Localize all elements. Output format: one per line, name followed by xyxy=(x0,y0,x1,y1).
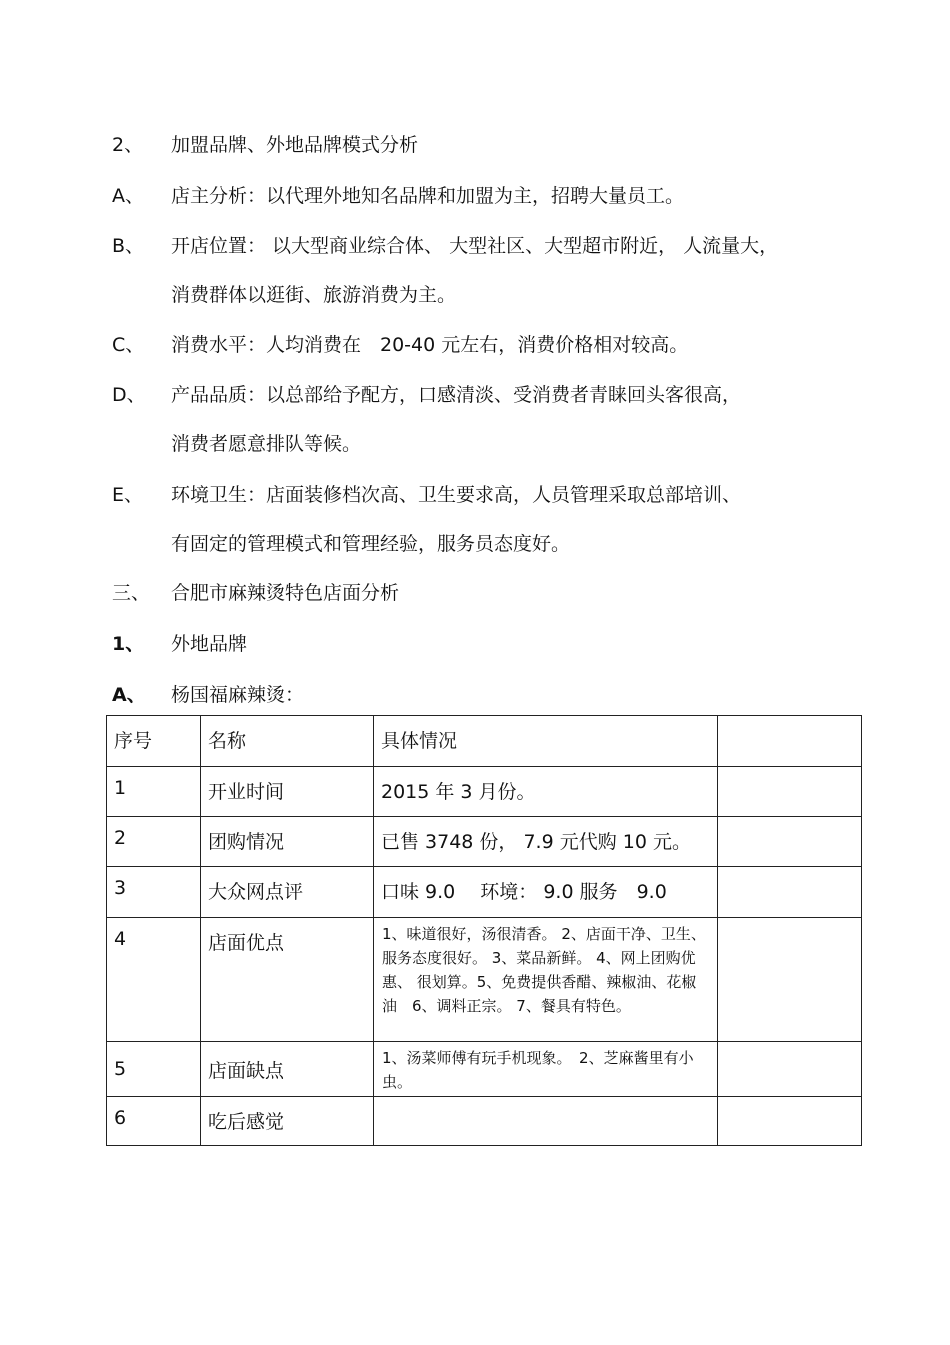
item-number: B、 xyxy=(112,235,145,257)
row-detail xyxy=(374,1097,718,1146)
table-header-row xyxy=(107,716,862,767)
row-extra xyxy=(718,1042,862,1097)
item-text: 有固定的管理模式和管理经验，服务员态度好。 xyxy=(171,533,571,555)
row-name: 店面优点 xyxy=(201,918,374,1042)
row-number: 2 xyxy=(107,817,201,867)
table-row xyxy=(107,817,862,867)
row-name: 店面缺点 xyxy=(201,1042,374,1097)
item-text: 加盟品牌、外地品牌模式分析 xyxy=(171,134,419,156)
item-number: A、 xyxy=(112,684,146,706)
row-number: 3 xyxy=(107,867,201,918)
item-text: 合肥市麻辣烫特色店面分析 xyxy=(171,582,400,604)
header-cell: 名称 xyxy=(201,716,374,767)
item-text: 杨国福麻辣烫： xyxy=(171,684,305,706)
item-text: 产品品质：以总部给予配方，口感清淡、受消费者青睐回头客很高， xyxy=(171,384,742,406)
item-number: C、 xyxy=(112,334,145,356)
table-row xyxy=(107,918,862,1042)
item-number: E、 xyxy=(112,484,144,506)
item-text: 环境卫生：店面装修档次高、卫生要求高，人员管理采取总部培训、 xyxy=(171,484,742,506)
item-text: 店主分析：以代理外地知名品牌和加盟为主，招聘大量员工。 xyxy=(171,185,685,207)
item-text: 外地品牌 xyxy=(171,633,248,655)
item-text: 开店位置： 以大型商业综合体、 大型社区、大型超市附近， 人流量大， xyxy=(171,235,779,257)
item-number: 1、 xyxy=(112,633,145,655)
store-info-table xyxy=(106,715,862,1146)
row-number: 5 xyxy=(107,1042,201,1097)
row-name: 大众网点评 xyxy=(201,867,374,918)
table-row xyxy=(107,767,862,817)
row-detail: 口味 9.0 环境： 9.0 服务 9.0 xyxy=(374,867,718,918)
row-detail: 1、汤菜师傅有玩手机现象。 2、芝麻酱里有小虫。 xyxy=(374,1042,718,1097)
item-text: 消费者愿意排队等候。 xyxy=(171,433,362,455)
row-name: 吃后感觉 xyxy=(201,1097,374,1146)
row-detail: 1、味道很好，汤很清香。 2、店面干净、卫生、服务态度很好。 3、菜品新鲜。 4、网上团购优惠、 很划算。5、免费提供香醋、辣椒油、花椒油 6、调料正宗。 7、餐具有特色。 xyxy=(374,918,718,1042)
row-extra xyxy=(718,918,862,1042)
row-number: 6 xyxy=(107,1097,201,1146)
header-cell: 序号 xyxy=(107,716,201,767)
table-row xyxy=(107,867,862,918)
row-detail: 2015 年 3 月份。 xyxy=(374,767,718,817)
row-name: 开业时间 xyxy=(201,767,374,817)
item-number: 2、 xyxy=(112,134,144,156)
item-text: 消费水平：人均消费在 20-40 元左右，消费价格相对较高。 xyxy=(171,334,689,356)
table-row xyxy=(107,1097,862,1146)
row-number: 4 xyxy=(107,918,201,1042)
header-cell: 具体情况 xyxy=(374,716,718,767)
item-number: D、 xyxy=(112,384,146,406)
item-number: 三、 xyxy=(112,582,151,604)
row-extra xyxy=(718,867,862,918)
row-extra xyxy=(718,767,862,817)
row-detail: 已售 3748 份， 7.9 元代购 10 元。 xyxy=(374,817,718,867)
row-extra xyxy=(718,817,862,867)
row-extra xyxy=(718,1097,862,1146)
row-name: 团购情况 xyxy=(201,817,374,867)
row-number: 1 xyxy=(107,767,201,817)
item-number: A、 xyxy=(112,185,144,207)
header-cell xyxy=(718,716,862,767)
item-text: 消费群体以逛街、旅游消费为主。 xyxy=(171,284,457,306)
table-row xyxy=(107,1042,862,1097)
